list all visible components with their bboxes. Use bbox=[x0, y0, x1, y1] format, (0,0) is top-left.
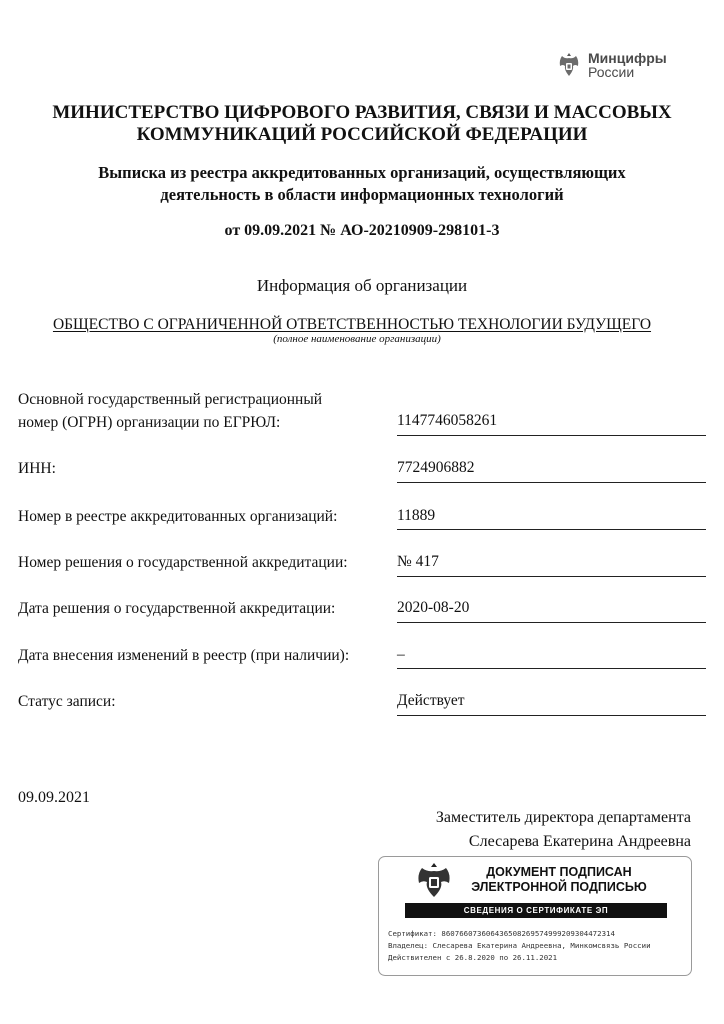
decision-date-label: Дата решения о государственной аккредитации: bbox=[18, 600, 336, 617]
decision-number-underline bbox=[397, 576, 706, 577]
signer-name: Слесарева Екатерина Андреевна bbox=[468, 833, 691, 850]
decision-number-value: № 417 bbox=[397, 553, 439, 570]
ogrn-label-line1: Основной государственный регистрационный bbox=[18, 391, 323, 408]
ministry-title-line1: МИНИСТЕРСТВО ЦИФРОВОГО РАЗВИТИЯ, СВЯЗИ И МАССОВЫХ bbox=[52, 102, 672, 123]
issue-date: 09.09.2021 bbox=[18, 789, 90, 806]
status-label: Статус записи: bbox=[18, 693, 116, 710]
organization-name bbox=[0, 316, 704, 334]
organization-name-caption: (полное наименование организации) bbox=[273, 333, 441, 345]
extract-title-line2: деятельность в области информационных технологий bbox=[160, 185, 564, 204]
registry-number-value: 11889 bbox=[397, 507, 436, 524]
stamp-heading-line2: ЭЛЕКТРОННОЙ ПОДПИСЬЮ bbox=[471, 880, 647, 894]
registry-number-underline bbox=[397, 529, 706, 530]
decision-date-value: 2020-08-20 bbox=[397, 599, 470, 616]
ogrn-label-line2: номер (ОГРН) организации по ЕГРЮЛ: bbox=[18, 414, 281, 431]
signer-title: Заместитель директора департамента bbox=[435, 809, 691, 826]
decision-date-underline bbox=[397, 622, 706, 623]
ogrn-underline bbox=[397, 435, 706, 436]
ministry-title-line2: КОММУНИКАЦИЙ РОССИЙСКОЙ ФЕДЕРАЦИИ bbox=[136, 124, 588, 145]
decision-number-label: Номер решения о государственной аккредитации: bbox=[18, 554, 348, 571]
organization-name-text: ОБЩЕСТВО С ОГРАНИЧЕННОЙ ОТВЕТСТВЕННОСТЬЮ ТЕХНОЛОГИИ БУДУЩЕГО bbox=[52, 316, 652, 333]
extract-title-line1: Выписка из реестра аккредитованных организаций, осуществляющих bbox=[98, 163, 626, 182]
stamp-certificate: Сертификат: 860766073606436508269574999209304472314 bbox=[388, 929, 615, 938]
stamp-certificate-bar: СВЕДЕНИЯ О СЕРТИФИКАТЕ ЭП bbox=[405, 903, 667, 918]
registry-number-label: Номер в реестре аккредитованных организаций: bbox=[18, 508, 338, 525]
stamp-heading-line1: ДОКУМЕНТ ПОДПИСАН bbox=[486, 865, 632, 879]
logo-text-line2: России bbox=[588, 64, 635, 80]
stamp-validity: Действителен с 26.8.2020 по 26.11.2021 bbox=[388, 953, 558, 962]
extract-title bbox=[0, 162, 724, 206]
status-value: Действует bbox=[397, 692, 465, 709]
ministry-logo bbox=[556, 48, 696, 82]
changes-date-label: Дата внесения изменений в реестр (при наличии): bbox=[18, 647, 350, 664]
signature-stamp bbox=[378, 856, 692, 976]
coat-of-arms-icon bbox=[556, 50, 582, 80]
changes-date-underline bbox=[397, 668, 706, 669]
ogrn-value: 1147746058261 bbox=[397, 412, 498, 429]
coat-of-arms-icon bbox=[413, 861, 455, 901]
stamp-heading bbox=[469, 865, 649, 895]
logo-text-line1: Минцифры bbox=[588, 50, 667, 66]
status-underline bbox=[397, 715, 706, 716]
inn-value: 7724906882 bbox=[397, 459, 475, 476]
section-title: Информация об организации bbox=[256, 276, 468, 295]
inn-underline bbox=[397, 482, 706, 483]
ministry-title bbox=[0, 102, 724, 146]
changes-date-value: – bbox=[397, 646, 405, 663]
inn-label: ИНН: bbox=[18, 460, 56, 477]
ogrn-label bbox=[18, 388, 322, 434]
document-number: от 09.09.2021 № АО-20210909-298101-3 bbox=[224, 222, 500, 239]
stamp-owner: Владелец: Слесарева Екатерина Андреевна, Минкомсвязь России bbox=[388, 941, 651, 950]
